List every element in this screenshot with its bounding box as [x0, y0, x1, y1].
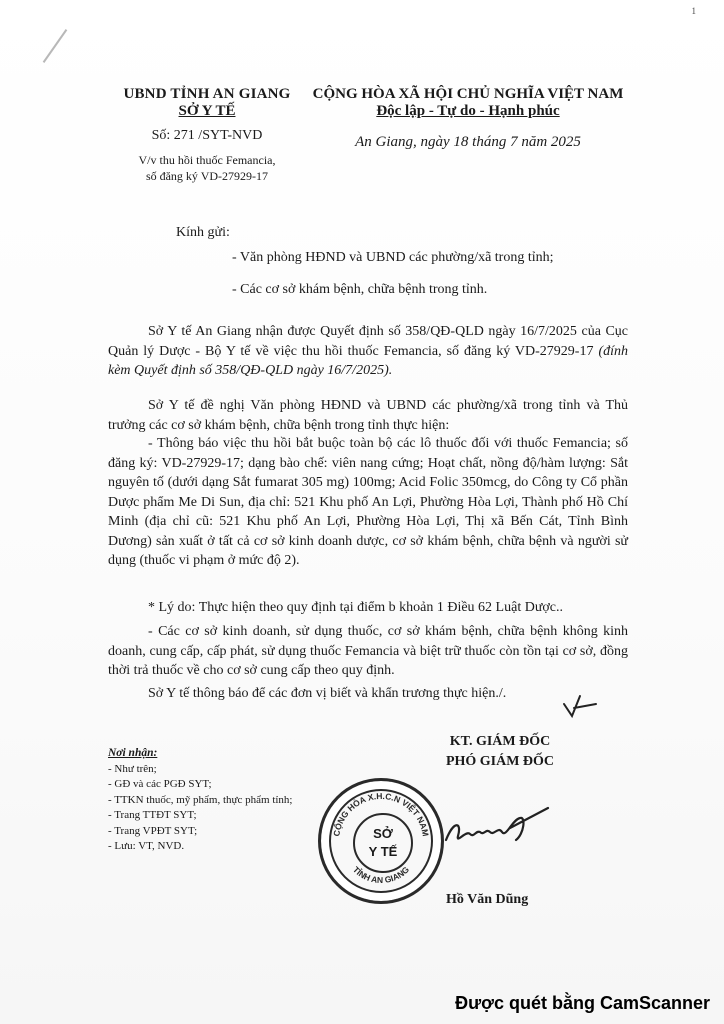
seal-ring-bottom-text: TỈNH AN GIANG	[350, 864, 412, 886]
seal-center	[353, 813, 413, 873]
national-title: CỘNG HÒA XÃ HỘI CHỦ NGHĨA VIỆT NAM	[312, 86, 624, 102]
issuing-org: UBND TỈNH AN GIANG	[123, 86, 291, 102]
signature-title-line-2: PHÓ GIÁM ĐỐC	[445, 754, 555, 769]
subject-line-1: V/v thu hồi thuốc Femancia,	[138, 153, 276, 167]
body-paragraph-1-attachment-note: (đính kèm Quyết định số 358/QĐ-QLD ngày 16/7/2025).	[108, 343, 628, 378]
receivers-item: - GĐ và các PGĐ SYT;	[108, 778, 212, 790]
body-paragraph-3: - Thông báo việc thu hồi bắt buộc toàn bộ các lô thuốc đối với thuốc Femancia; số đăng ký: VD-27929-17; dạng bào chế: viên nang cứng; Hoạt chất, nồng độ/hàm lượng: Sắt nguyên tố (dưới dạng Sắt fumarat 305 mg) 100mg; Acid Folic 350mcg, do Công ty Cổ phần Dược phẩm Me Di Sun, địa chỉ: 521 Khu phố An Lợi, Phường Hòa Lợi, Thành phố Hồ Chí Minh (địa chỉ cũ: 521 Khu phố An Lợi, Phường Hòa Lợi, Thị xã Bến Cát, Tỉnh Bình Dương) sản xuất ở tất cả cơ sở kinh doanh dược, cơ sở khám bệnh, chữa bệnh và người sử dụng (thuốc vi phạm ở mức độ 2).	[108, 436, 628, 568]
receivers-item: - Như trên;	[108, 762, 157, 775]
receivers-item: - Trang TTĐT SYT;	[108, 809, 197, 821]
body-paragraph-closing: Sở Y tế thông báo để các đơn vị biết và khẩn trương thực hiện./.	[148, 686, 507, 701]
receivers-list	[108, 746, 338, 855]
body-paragraph-5: - Các cơ sở kinh doanh, sử dụng thuốc, cơ sở khám bệnh, chữa bệnh không kinh doanh, cung cấp, cấp phát, sử dụng thuốc Femancia và biệt trữ thuốc còn tồn tại cơ sở, đồng thời trả thuốc về cho cơ sở cung cấp theo quy định.	[108, 624, 628, 678]
document-number: Số: 271 /SYT-NVD	[151, 128, 263, 143]
handwritten-signature	[440, 800, 560, 860]
signer-name: Hồ Văn Dũng	[446, 892, 529, 907]
greeting: Kính gửi:	[176, 225, 230, 240]
seal-center-line-2: Y TẾ	[368, 844, 398, 859]
body-paragraph-1	[108, 322, 628, 381]
receivers-item: - TTKN thuốc, mỹ phẩm, thực phẩm tỉnh;	[108, 793, 293, 806]
body-paragraph-1-text: Sở Y tế An Giang nhận được Quyết định số 358/QĐ-QLD ngày 16/7/2025 của Cục Quản lý Dược - Bộ Y tế về việc thu hồi thuốc Femancia, số đăng ký VD-27929-17	[108, 324, 628, 359]
issuing-dept: SỞ Y TẾ	[178, 103, 236, 119]
subject-line-2: số đăng ký VD-27929-17	[145, 169, 269, 183]
header-right	[308, 86, 628, 151]
recipient-item: - Văn phòng HĐND và UBND các phường/xã trong tỉnh;	[232, 250, 554, 265]
receivers-heading: Nơi nhận:	[108, 747, 158, 759]
seal-ring-top-text: CỘNG HÒA X.H.C.N VIỆT NAM	[331, 790, 431, 838]
seal-center-line-1: SỞ	[373, 826, 393, 841]
signature-title-line-1: KT. GIÁM ĐỐC	[449, 734, 551, 749]
scanner-watermark: Được quét bằng CamScanner	[455, 993, 710, 1013]
paper-fold-mark	[43, 29, 68, 63]
recipient-item: - Các cơ sở khám bệnh, chữa bệnh trong tỉnh.	[232, 282, 488, 297]
body-paragraph-2: Sở Y tế đề nghị Văn phòng HĐND và UBND các phường/xã trong tỉnh và Thủ trưởng các cơ sở khám bệnh, chữa bệnh trong tỉnh thực hiện:	[108, 398, 628, 433]
receivers-item: - Trang VPĐT SYT;	[108, 824, 198, 837]
receivers-item: - Lưu: VT, NVD.	[108, 840, 185, 852]
initial-mark-icon	[560, 690, 600, 720]
body-paragraph-reason: * Lý do: Thực hiện theo quy định tại điểm b khoản 1 Điều 62 Luật Dược..	[148, 600, 564, 615]
document-subject	[112, 152, 302, 184]
signature-title	[400, 732, 600, 772]
header-left	[112, 86, 302, 184]
document-date: An Giang, ngày 18 tháng 7 năm 2025	[355, 134, 581, 150]
national-motto: Độc lập - Tự do - Hạnh phúc	[376, 103, 560, 119]
page-number: 1	[691, 6, 696, 16]
